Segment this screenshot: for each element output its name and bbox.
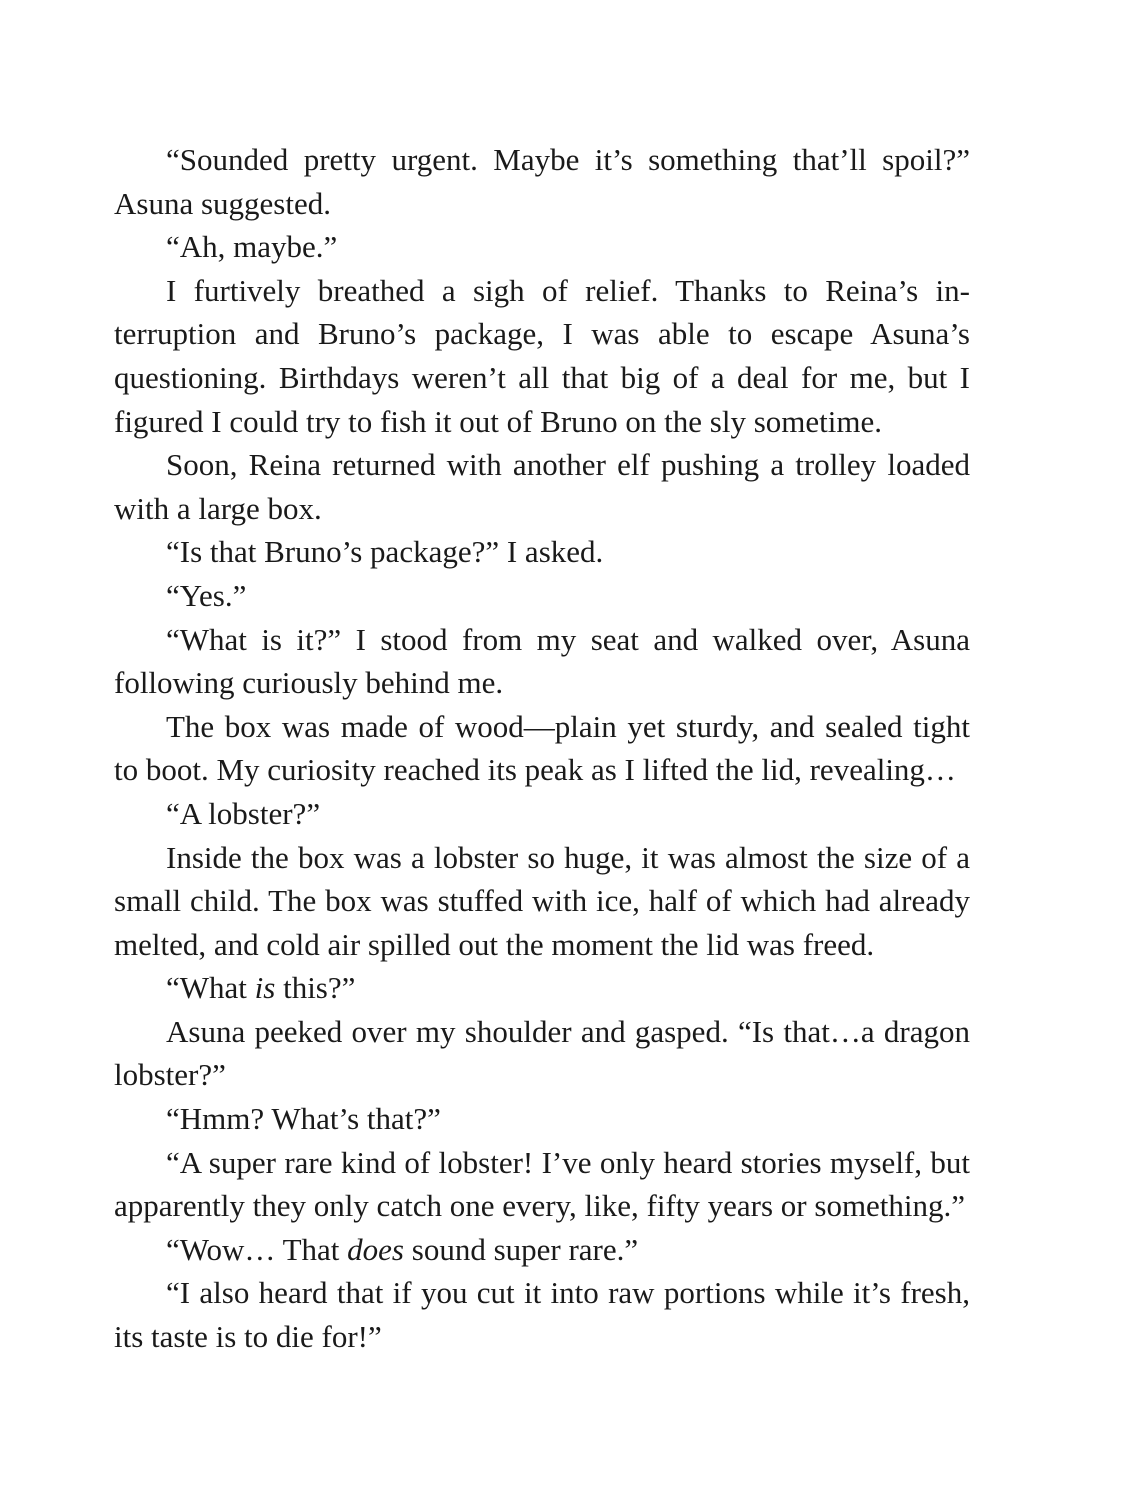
paragraph [114,1271,970,1358]
paragraph [114,836,970,967]
paragraph [114,530,970,574]
paragraph-text: “Wow… That [166,1231,348,1267]
paragraph-text: this?” [275,970,356,1006]
paragraph-text: “A lobster?” [166,795,321,831]
book-page [114,138,970,1359]
paragraph [114,1097,970,1141]
paragraph [114,1141,970,1228]
paragraph-text: “Is that Bruno’s package?” I asked. [166,534,604,570]
paragraph-text: “A super rare kind of lobster! I’ve only heard stories myself, but apparently they only catch one every, like, fifty years or something.” [114,1144,970,1224]
paragraph [114,443,970,530]
paragraph [114,705,970,792]
paragraph-text: “What [166,970,255,1006]
emphasis-text: does [347,1231,404,1267]
paragraph-text: “Hmm? What’s that?” [166,1101,441,1137]
paragraph [114,792,970,836]
paragraph-text: Inside the box was a lobster so huge, it was almost the size of a small child. The box was stuffed with ice, half of which had already melted, and cold air spilled out the moment the lid was freed. [114,839,970,962]
paragraph-text: The box was made of wood—plain yet sturdy, and sealed tight to boot. My curiosity reached its peak as I lifted the lid, revealing… [114,708,970,788]
paragraph [114,574,970,618]
paragraph-text: sound super rare.” [404,1231,639,1267]
paragraph-text: “What is it?” I stood from my seat and walked over, Asuna following curiously behind me. [114,621,970,701]
paragraph-text: I furtively breathed a sigh of relief. Thanks to Reina’s interruption and Bruno’s package, I was able to escape Asuna’s questioning. Birthdays weren’t all that big of a deal for me, but I figured I could try to fish it out of Bruno on the sly sometime. [114,272,970,439]
paragraph-text: “Ah, maybe.” [166,229,338,265]
paragraph [114,1010,970,1097]
paragraph-text: “I also heard that if you cut it into raw portions while it’s fresh, its taste is to die for!” [114,1275,970,1355]
paragraph [114,138,970,225]
paragraph [114,966,970,1010]
emphasis-text: is [254,970,276,1006]
paragraph-text: “Yes.” [166,577,247,613]
paragraph [114,269,970,443]
paragraph [114,1228,970,1272]
paragraph [114,618,970,705]
paragraph-text: “Sounded pretty urgent. Maybe it’s something that’ll spoil?” Asuna suggested. [114,142,970,221]
paragraph [114,225,970,269]
paragraph-text: Soon, Reina returned with another elf pushing a trolley loaded with a large box. [114,447,970,526]
paragraph-text: Asuna peeked over my shoulder and gasped. “Is that…a dragon lobster?” [114,1013,970,1093]
